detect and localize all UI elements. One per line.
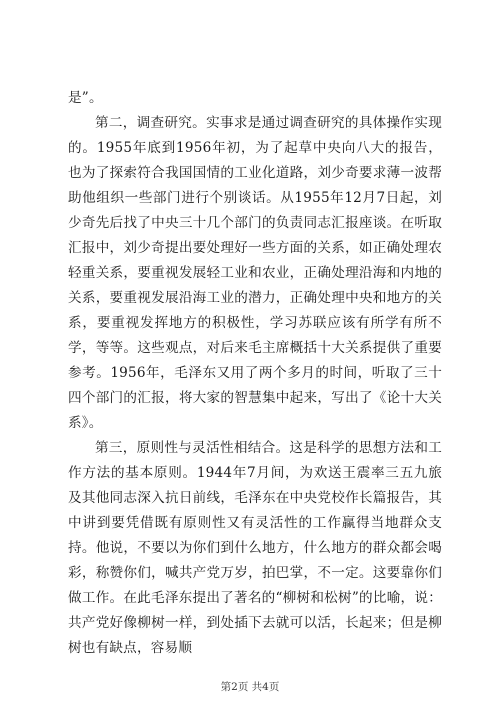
page-number-footer: 第2页 共4页: [220, 681, 280, 693]
paragraph-investigation: 第二，调查研究。实事求是通过调查研究的具体操作实现的。1955年底到1956年初，为了起草中央向八大的报告，也为了探索符合我国国情的工业化道路，刘少奇要求薄一波帮助他组织一些部门进行个别谈话。从1955年12月7日起，刘少奇先后找了中央三十几个部门的负责同志汇报座谈。在听取汇报中，刘少奇提出要处理好一些方面的关系，如正确处理农轻重关系，要重视发展轻工业和农业，正确处理沿海和内地的关系，要重视发展沿海工业的潜力，正确处理中央和地方的关系，要重视发挥地方的积极性，学习苏联应该有所学有所不学，等等。这些观点，对后来毛主席概括十大关系提供了重要参考。1956年，毛泽东又用了两个多月的时间，听取了三十四个部门的汇报，将大家的智慧集中起来，写出了《论十大关系》。: [68, 115, 442, 431]
paragraph-principle-flexibility: 第三，原则性与灵活性相结合。这是科学的思想方法和工作方法的基本原则。1944年7月间，为欢送王震率三五九旅及其他同志深入抗日前线，毛泽东在中央党校作长篇报告，其中讲到要凭借既有原则性又有灵活性的工作赢得当地群众支持。他说，不要以为你们到什么地方，什么地方的群众都会喝彩，称赞你们，喊共产党万岁，拍巴掌，不一定。这要靠你们做工作。在此毛泽东提出了著名的“柳树和松树”的比喻，说：共产党好像柳树一样，到处插下去就可以活，长起来；但是柳树也有缺点，容易顺: [68, 440, 442, 656]
paragraph-continuation: 是”。: [68, 90, 103, 106]
document-body: [68, 86, 442, 661]
